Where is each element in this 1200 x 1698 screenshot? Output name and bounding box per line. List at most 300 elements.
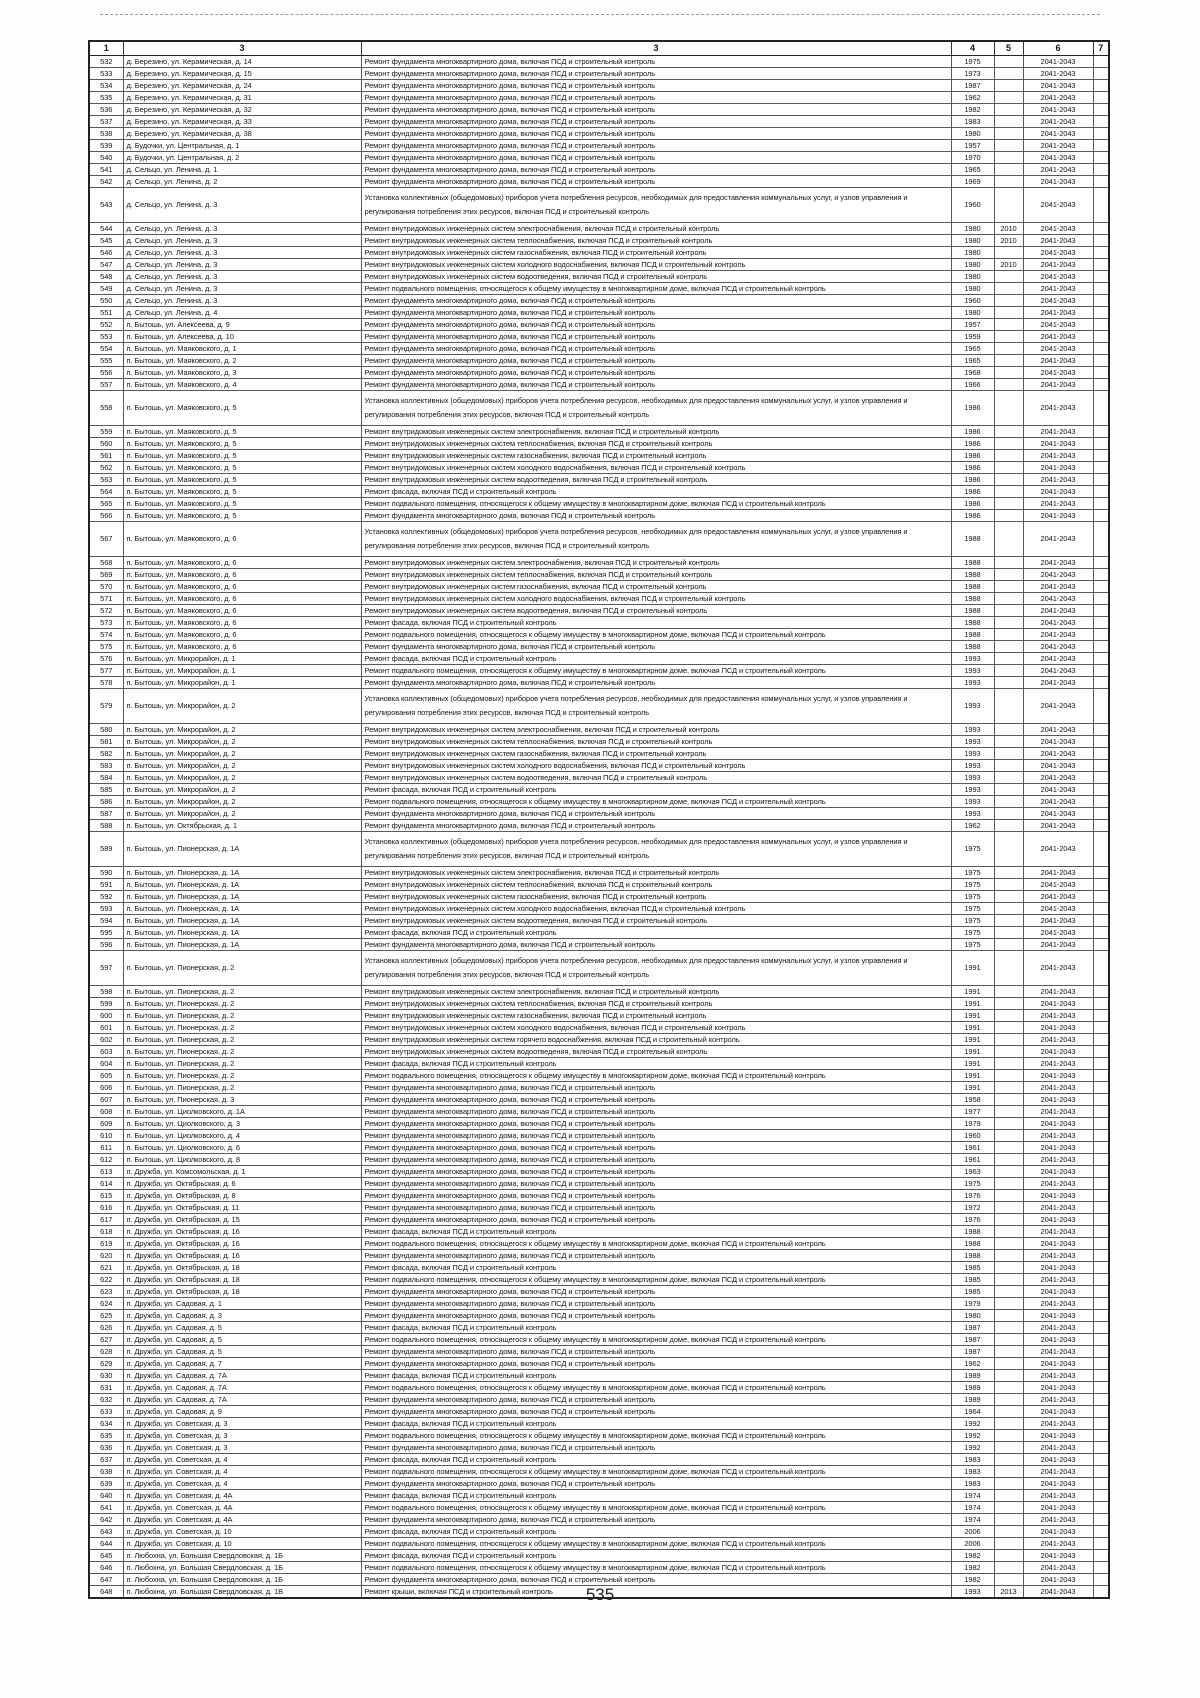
year-built-cell: 1988 [951, 629, 994, 641]
address-cell: д. Сельцо, ул. Ленина, д. 2 [123, 176, 361, 188]
year-extra-cell [994, 80, 1023, 92]
work-type-cell: Ремонт подвального помещения, относящегося к общему имуществу в многоквартирном доме, включая ПСД и строительный контроль [361, 629, 951, 641]
table-row [89, 1478, 1109, 1490]
empty-col7-cell [1093, 235, 1109, 247]
empty-col7-cell [1093, 1466, 1109, 1478]
plan-period-cell: 2041-2043 [1023, 1118, 1093, 1130]
row-number-cell: 540 [89, 152, 123, 164]
plan-period-cell: 2041-2043 [1023, 1382, 1093, 1394]
year-extra-cell [994, 271, 1023, 283]
plan-period-cell: 2041-2043 [1023, 1562, 1093, 1574]
table-row [89, 1298, 1109, 1310]
year-extra-cell [994, 1226, 1023, 1238]
plan-period-cell: 2041-2043 [1023, 903, 1093, 915]
empty-col7-cell [1093, 951, 1109, 986]
row-number-cell: 584 [89, 772, 123, 784]
empty-col7-cell [1093, 998, 1109, 1010]
row-number-cell: 618 [89, 1226, 123, 1238]
year-built-cell: 1982 [951, 1550, 994, 1562]
table-row [89, 223, 1109, 235]
year-built-cell: 1991 [951, 951, 994, 986]
row-number-cell: 556 [89, 367, 123, 379]
year-extra-cell [994, 998, 1023, 1010]
plan-period-cell: 2041-2043 [1023, 677, 1093, 689]
row-number-cell: 637 [89, 1454, 123, 1466]
address-cell: п. Бытошь, ул. Микрорайон, д. 2 [123, 784, 361, 796]
empty-col7-cell [1093, 1382, 1109, 1394]
year-built-cell: 1974 [951, 1514, 994, 1526]
empty-col7-cell [1093, 367, 1109, 379]
plan-period-cell: 2041-2043 [1023, 331, 1093, 343]
year-extra-cell [994, 581, 1023, 593]
table-row [89, 1010, 1109, 1022]
work-type-cell: Ремонт фундамента многоквартирного дома, включая ПСД и строительный контроль [361, 1478, 951, 1490]
work-type-cell: Ремонт подвального помещения, относящегося к общему имуществу в многоквартирном доме, включая ПСД и строительный контроль [361, 1274, 951, 1286]
address-cell: п. Бытошь, ул. Микрорайон, д. 2 [123, 689, 361, 724]
row-number-cell: 615 [89, 1190, 123, 1202]
plan-period-cell: 2041-2043 [1023, 1250, 1093, 1262]
empty-col7-cell [1093, 867, 1109, 879]
year-built-cell: 1993 [951, 665, 994, 677]
plan-period-cell: 2041-2043 [1023, 1394, 1093, 1406]
empty-col7-cell [1093, 1106, 1109, 1118]
address-cell: п. Бытошь, ул. Маяковского, д. 5 [123, 462, 361, 474]
empty-col7-cell [1093, 522, 1109, 557]
year-built-cell: 1983 [951, 1454, 994, 1466]
work-type-cell: Ремонт фасада, включая ПСД и строительный контроль [361, 927, 951, 939]
empty-col7-cell [1093, 1574, 1109, 1586]
empty-col7-cell [1093, 474, 1109, 486]
address-cell: п. Дружба, ул. Советская, д. 4А [123, 1490, 361, 1502]
address-cell: п. Бытошь, ул. Микрорайон, д. 2 [123, 748, 361, 760]
year-built-cell: 1962 [951, 820, 994, 832]
address-cell: п. Бытошь, ул. Циолковского, д. 8 [123, 1154, 361, 1166]
empty-col7-cell [1093, 784, 1109, 796]
empty-col7-cell [1093, 1418, 1109, 1430]
year-built-cell: 1986 [951, 498, 994, 510]
plan-period-cell: 2041-2043 [1023, 92, 1093, 104]
plan-period-cell: 2041-2043 [1023, 1586, 1093, 1599]
empty-col7-cell [1093, 1454, 1109, 1466]
row-number-cell: 626 [89, 1322, 123, 1334]
row-number-cell: 590 [89, 867, 123, 879]
work-type-cell: Ремонт внутридомовых инженерных систем электроснабжения, включая ПСД и строительный контроль [361, 724, 951, 736]
address-cell: п. Бытошь, ул. Пионерская, д. 2 [123, 1058, 361, 1070]
year-built-cell: 1993 [951, 796, 994, 808]
header-col-4: 4 [951, 41, 994, 56]
table-row [89, 1490, 1109, 1502]
year-extra-cell [994, 927, 1023, 939]
year-extra-cell [994, 152, 1023, 164]
year-extra-cell [994, 1478, 1023, 1490]
empty-col7-cell [1093, 152, 1109, 164]
table-row [89, 367, 1109, 379]
table-row [89, 796, 1109, 808]
table-row [89, 462, 1109, 474]
plan-period-cell: 2041-2043 [1023, 951, 1093, 986]
work-type-cell: Ремонт фундамента многоквартирного дома, включая ПСД и строительный контроль [361, 1094, 951, 1106]
empty-col7-cell [1093, 1406, 1109, 1418]
plan-period-cell: 2041-2043 [1023, 796, 1093, 808]
table-row [89, 772, 1109, 784]
plan-period-cell: 2041-2043 [1023, 772, 1093, 784]
year-extra-cell [994, 867, 1023, 879]
empty-col7-cell [1093, 1430, 1109, 1442]
row-number-cell: 533 [89, 68, 123, 80]
year-extra-cell [994, 379, 1023, 391]
address-cell: д. Березино, ул. Керамическая, д. 32 [123, 104, 361, 116]
row-number-cell: 558 [89, 391, 123, 426]
empty-col7-cell [1093, 1010, 1109, 1022]
year-extra-cell [994, 832, 1023, 867]
plan-period-cell: 2041-2043 [1023, 1106, 1093, 1118]
table-row [89, 927, 1109, 939]
plan-period-cell: 2041-2043 [1023, 319, 1093, 331]
table-row [89, 867, 1109, 879]
address-cell: п. Бытошь, ул. Пионерская, д. 2 [123, 951, 361, 986]
plan-period-cell: 2041-2043 [1023, 1466, 1093, 1478]
plan-period-cell: 2041-2043 [1023, 283, 1093, 295]
work-type-cell: Ремонт фасада, включая ПСД и строительный контроль [361, 1322, 951, 1334]
work-type-cell: Ремонт внутридомовых инженерных систем газоснабжения, включая ПСД и строительный контроль [361, 748, 951, 760]
year-built-cell: 1992 [951, 1430, 994, 1442]
plan-period-cell: 2041-2043 [1023, 235, 1093, 247]
empty-col7-cell [1093, 879, 1109, 891]
year-extra-cell: 2010 [994, 235, 1023, 247]
table-row [89, 283, 1109, 295]
empty-col7-cell [1093, 1058, 1109, 1070]
address-cell: п. Дружба, ул. Советская, д. 4 [123, 1478, 361, 1490]
address-cell: п. Бытошь, ул. Маяковского, д. 6 [123, 641, 361, 653]
plan-period-cell: 2041-2043 [1023, 1298, 1093, 1310]
work-type-cell: Ремонт фундамента многоквартирного дома, включая ПСД и строительный контроль [361, 56, 951, 68]
address-cell: п. Любохна, ул. Большая Свердловская, д. 1Б [123, 1550, 361, 1562]
year-built-cell: 1966 [951, 379, 994, 391]
empty-col7-cell [1093, 808, 1109, 820]
plan-period-cell: 2041-2043 [1023, 223, 1093, 235]
row-number-cell: 586 [89, 796, 123, 808]
table-row [89, 1526, 1109, 1538]
row-number-cell: 598 [89, 986, 123, 998]
work-type-cell: Ремонт внутридомовых инженерных систем газоснабжения, включая ПСД и строительный контроль [361, 581, 951, 593]
table-row [89, 748, 1109, 760]
year-extra-cell [994, 367, 1023, 379]
table-row [89, 379, 1109, 391]
work-type-cell: Ремонт фундамента многоквартирного дома, включая ПСД и строительный контроль [361, 104, 951, 116]
empty-col7-cell [1093, 80, 1109, 92]
work-type-cell: Ремонт подвального помещения, относящегося к общему имуществу в многоквартирном доме, включая ПСД и строительный контроль [361, 1466, 951, 1478]
row-number-cell: 541 [89, 164, 123, 176]
row-number-cell: 579 [89, 689, 123, 724]
year-extra-cell [994, 1142, 1023, 1154]
address-cell: п. Дружба, ул. Советская, д. 4 [123, 1466, 361, 1478]
work-type-cell: Ремонт фасада, включая ПСД и строительный контроль [361, 1490, 951, 1502]
year-built-cell: 1968 [951, 367, 994, 379]
year-built-cell: 1993 [951, 653, 994, 665]
year-built-cell: 1988 [951, 641, 994, 653]
work-type-cell: Ремонт фундамента многоквартирного дома, включая ПСД и строительный контроль [361, 307, 951, 319]
empty-col7-cell [1093, 223, 1109, 235]
year-built-cell: 1983 [951, 1478, 994, 1490]
table-row [89, 1262, 1109, 1274]
address-cell: д. Березино, ул. Керамическая, д. 14 [123, 56, 361, 68]
empty-col7-cell [1093, 581, 1109, 593]
empty-col7-cell [1093, 259, 1109, 271]
empty-col7-cell [1093, 677, 1109, 689]
empty-col7-cell [1093, 295, 1109, 307]
year-built-cell: 1991 [951, 1046, 994, 1058]
table-row [89, 510, 1109, 522]
address-cell: п. Бытошь, ул. Маяковского, д. 5 [123, 438, 361, 450]
empty-col7-cell [1093, 283, 1109, 295]
address-cell: п. Дружба, ул. Садовая, д. 5 [123, 1334, 361, 1346]
row-number-cell: 582 [89, 748, 123, 760]
empty-col7-cell [1093, 271, 1109, 283]
row-number-cell: 646 [89, 1562, 123, 1574]
work-type-cell: Ремонт фундамента многоквартирного дома, включая ПСД и строительный контроль [361, 140, 951, 152]
table-row [89, 1094, 1109, 1106]
plan-period-cell: 2041-2043 [1023, 259, 1093, 271]
plan-period-cell: 2041-2043 [1023, 116, 1093, 128]
empty-col7-cell [1093, 140, 1109, 152]
year-extra-cell [994, 1238, 1023, 1250]
address-cell: п. Бытошь, ул. Микрорайон, д. 1 [123, 677, 361, 689]
year-extra-cell [994, 1262, 1023, 1274]
work-type-cell: Ремонт внутридомовых инженерных систем холодного водоснабжения, включая ПСД и строительный контроль [361, 760, 951, 772]
year-built-cell: 1985 [951, 1274, 994, 1286]
work-type-cell: Ремонт фасада, включая ПСД и строительный контроль [361, 1454, 951, 1466]
row-number-cell: 599 [89, 998, 123, 1010]
table-row [89, 1442, 1109, 1454]
row-number-cell: 622 [89, 1274, 123, 1286]
row-number-cell: 602 [89, 1034, 123, 1046]
row-number-cell: 601 [89, 1022, 123, 1034]
address-cell: п. Дружба, ул. Советская, д. 4А [123, 1514, 361, 1526]
header-col-5: 5 [994, 41, 1023, 56]
address-cell: п. Дружба, ул. Октябрьская, д. 18 [123, 1274, 361, 1286]
year-extra-cell [994, 104, 1023, 116]
year-extra-cell [994, 1526, 1023, 1538]
work-type-cell: Ремонт фундамента многоквартирного дома, включая ПСД и строительный контроль [361, 1250, 951, 1262]
year-extra-cell [994, 486, 1023, 498]
table-row [89, 832, 1109, 867]
work-type-cell: Ремонт фундамента многоквартирного дома, включая ПСД и строительный контроль [361, 68, 951, 80]
year-built-cell: 1975 [951, 879, 994, 891]
table-row [89, 140, 1109, 152]
work-type-cell: Ремонт подвального помещения, относящегося к общему имуществу в многоквартирном доме, включая ПСД и строительный контроль [361, 1334, 951, 1346]
work-type-cell: Ремонт подвального помещения, относящегося к общему имуществу в многоквартирном доме, включая ПСД и строительный контроль [361, 1538, 951, 1550]
empty-col7-cell [1093, 915, 1109, 927]
row-number-cell: 576 [89, 653, 123, 665]
year-built-cell: 1987 [951, 80, 994, 92]
empty-col7-cell [1093, 176, 1109, 188]
work-type-cell: Ремонт фундамента многоквартирного дома, включая ПСД и строительный контроль [361, 1358, 951, 1370]
year-built-cell: 1975 [951, 903, 994, 915]
year-extra-cell [994, 1562, 1023, 1574]
year-extra-cell [994, 450, 1023, 462]
year-extra-cell [994, 903, 1023, 915]
work-type-cell: Ремонт внутридомовых инженерных систем холодного водоснабжения, включая ПСД и строительный контроль [361, 259, 951, 271]
plan-period-cell: 2041-2043 [1023, 1034, 1093, 1046]
empty-col7-cell [1093, 1502, 1109, 1514]
empty-col7-cell [1093, 164, 1109, 176]
plan-period-cell: 2041-2043 [1023, 438, 1093, 450]
plan-period-cell: 2041-2043 [1023, 653, 1093, 665]
address-cell: п. Дружба, ул. Советская, д. 3 [123, 1442, 361, 1454]
table-row [89, 1214, 1109, 1226]
address-cell: п. Бытошь, ул. Циолковского, д. 4 [123, 1130, 361, 1142]
row-number-cell: 551 [89, 307, 123, 319]
address-cell: п. Бытошь, ул. Октябрьская, д. 1 [123, 820, 361, 832]
table-row [89, 784, 1109, 796]
work-type-cell: Ремонт фасада, включая ПСД и строительный контроль [361, 653, 951, 665]
year-built-cell: 1988 [951, 1238, 994, 1250]
table-row [89, 355, 1109, 367]
address-cell: п. Бытошь, ул. Микрорайон, д. 2 [123, 760, 361, 772]
year-built-cell: 1975 [951, 56, 994, 68]
empty-col7-cell [1093, 1538, 1109, 1550]
empty-col7-cell [1093, 128, 1109, 140]
year-extra-cell [994, 1046, 1023, 1058]
year-built-cell: 1988 [951, 1250, 994, 1262]
row-number-cell: 555 [89, 355, 123, 367]
work-type-cell: Ремонт фундамента многоквартирного дома, включая ПСД и строительный контроль [361, 367, 951, 379]
row-number-cell: 625 [89, 1310, 123, 1322]
plan-period-cell: 2041-2043 [1023, 1310, 1093, 1322]
address-cell: д. Сельцо, ул. Ленина, д. 3 [123, 188, 361, 223]
table-row [89, 1454, 1109, 1466]
work-type-cell: Ремонт внутридомовых инженерных систем холодного водоснабжения, включая ПСД и строительный контроль [361, 903, 951, 915]
header-col-address: 3 [123, 41, 361, 56]
table-row [89, 295, 1109, 307]
table-row [89, 116, 1109, 128]
plan-period-cell: 2041-2043 [1023, 1490, 1093, 1502]
row-number-cell: 612 [89, 1154, 123, 1166]
row-number-cell: 606 [89, 1082, 123, 1094]
row-number-cell: 566 [89, 510, 123, 522]
year-built-cell: 1965 [951, 164, 994, 176]
empty-col7-cell [1093, 1142, 1109, 1154]
row-number-cell: 546 [89, 247, 123, 259]
table-row [89, 665, 1109, 677]
plan-period-cell: 2041-2043 [1023, 486, 1093, 498]
row-number-cell: 638 [89, 1466, 123, 1478]
year-built-cell: 1988 [951, 593, 994, 605]
year-built-cell: 1963 [951, 1166, 994, 1178]
address-cell: п. Дружба, ул. Советская, д. 10 [123, 1526, 361, 1538]
year-extra-cell [994, 1070, 1023, 1082]
plan-period-cell: 2041-2043 [1023, 176, 1093, 188]
work-type-cell: Ремонт фундамента многоквартирного дома, включая ПСД и строительный контроль [361, 1106, 951, 1118]
empty-col7-cell [1093, 939, 1109, 951]
plan-period-cell: 2041-2043 [1023, 891, 1093, 903]
table-row [89, 820, 1109, 832]
year-extra-cell [994, 1202, 1023, 1214]
year-built-cell: 1979 [951, 1298, 994, 1310]
table-row [89, 474, 1109, 486]
empty-col7-cell [1093, 92, 1109, 104]
plan-period-cell: 2041-2043 [1023, 557, 1093, 569]
year-built-cell: 1957 [951, 319, 994, 331]
address-cell: п. Бытошь, ул. Пионерская, д. 2 [123, 1070, 361, 1082]
work-type-cell: Ремонт подвального помещения, относящегося к общему имуществу в многоквартирном доме, включая ПСД и строительный контроль [361, 1502, 951, 1514]
row-number-cell: 565 [89, 498, 123, 510]
row-number-cell: 574 [89, 629, 123, 641]
year-extra-cell [994, 1490, 1023, 1502]
table-row [89, 319, 1109, 331]
year-built-cell: 1989 [951, 1370, 994, 1382]
row-number-cell: 536 [89, 104, 123, 116]
year-built-cell: 1988 [951, 605, 994, 617]
row-number-cell: 592 [89, 891, 123, 903]
row-number-cell: 610 [89, 1130, 123, 1142]
row-number-cell: 568 [89, 557, 123, 569]
empty-col7-cell [1093, 1310, 1109, 1322]
empty-col7-cell [1093, 56, 1109, 68]
year-built-cell: 1965 [951, 355, 994, 367]
table-row [89, 915, 1109, 927]
work-type-cell: Ремонт фасада, включая ПСД и строительный контроль [361, 486, 951, 498]
empty-col7-cell [1093, 1082, 1109, 1094]
plan-period-cell: 2041-2043 [1023, 152, 1093, 164]
work-type-cell: Установка коллективных (общедомовых) приборов учета потребления ресурсов, необходимых для предоставления коммунальных услуг, и узлов управления и регулирования потребления этих ресурсов, включая ПСД и строительный контроль [361, 188, 951, 223]
row-number-cell: 642 [89, 1514, 123, 1526]
table-row [89, 391, 1109, 426]
empty-col7-cell [1093, 1070, 1109, 1082]
year-extra-cell [994, 1322, 1023, 1334]
plan-period-cell: 2041-2043 [1023, 1430, 1093, 1442]
plan-period-cell: 2041-2043 [1023, 510, 1093, 522]
work-type-cell: Установка коллективных (общедомовых) приборов учета потребления ресурсов, необходимых для предоставления коммунальных услуг, и узлов управления и регулирования потребления этих ресурсов, включая ПСД и строительный контроль [361, 689, 951, 724]
year-built-cell: 1974 [951, 1490, 994, 1502]
year-extra-cell [994, 1190, 1023, 1202]
year-extra-cell [994, 1106, 1023, 1118]
year-extra-cell [994, 1250, 1023, 1262]
year-extra-cell [994, 1094, 1023, 1106]
year-extra-cell [994, 641, 1023, 653]
plan-period-cell: 2041-2043 [1023, 271, 1093, 283]
address-cell: п. Бытошь, ул. Маяковского, д. 6 [123, 605, 361, 617]
year-extra-cell [994, 1298, 1023, 1310]
work-type-cell: Ремонт внутридомовых инженерных систем теплоснабжения, включая ПСД и строительный контроль [361, 879, 951, 891]
address-cell: п. Любохна, ул. Большая Свердловская, д. 1В [123, 1586, 361, 1599]
table-row [89, 1394, 1109, 1406]
work-type-cell: Ремонт фундамента многоквартирного дома, включая ПСД и строительный контроль [361, 164, 951, 176]
plan-period-cell: 2041-2043 [1023, 1454, 1093, 1466]
address-cell: п. Бытошь, ул. Алексеева, д. 10 [123, 331, 361, 343]
address-cell: п. Дружба, ул. Садовая, д. 9 [123, 1406, 361, 1418]
row-number-cell: 547 [89, 259, 123, 271]
work-type-cell: Ремонт фасада, включая ПСД и строительный контроль [361, 1418, 951, 1430]
plan-period-cell: 2041-2043 [1023, 820, 1093, 832]
plan-period-cell: 2041-2043 [1023, 1418, 1093, 1430]
year-extra-cell [994, 760, 1023, 772]
address-cell: п. Бытошь, ул. Микрорайон, д. 2 [123, 736, 361, 748]
plan-period-cell: 2041-2043 [1023, 164, 1093, 176]
address-cell: п. Бытошь, ул. Пионерская, д. 1А [123, 903, 361, 915]
table-row [89, 593, 1109, 605]
year-built-cell: 2006 [951, 1538, 994, 1550]
plan-period-cell: 2041-2043 [1023, 1154, 1093, 1166]
year-built-cell: 1988 [951, 569, 994, 581]
empty-col7-cell [1093, 665, 1109, 677]
row-number-cell: 619 [89, 1238, 123, 1250]
year-extra-cell [994, 784, 1023, 796]
plan-period-cell: 2041-2043 [1023, 867, 1093, 879]
work-type-cell: Ремонт фундамента многоквартирного дома, включая ПСД и строительный контроль [361, 355, 951, 367]
year-built-cell: 1992 [951, 1442, 994, 1454]
plan-period-cell: 2041-2043 [1023, 641, 1093, 653]
